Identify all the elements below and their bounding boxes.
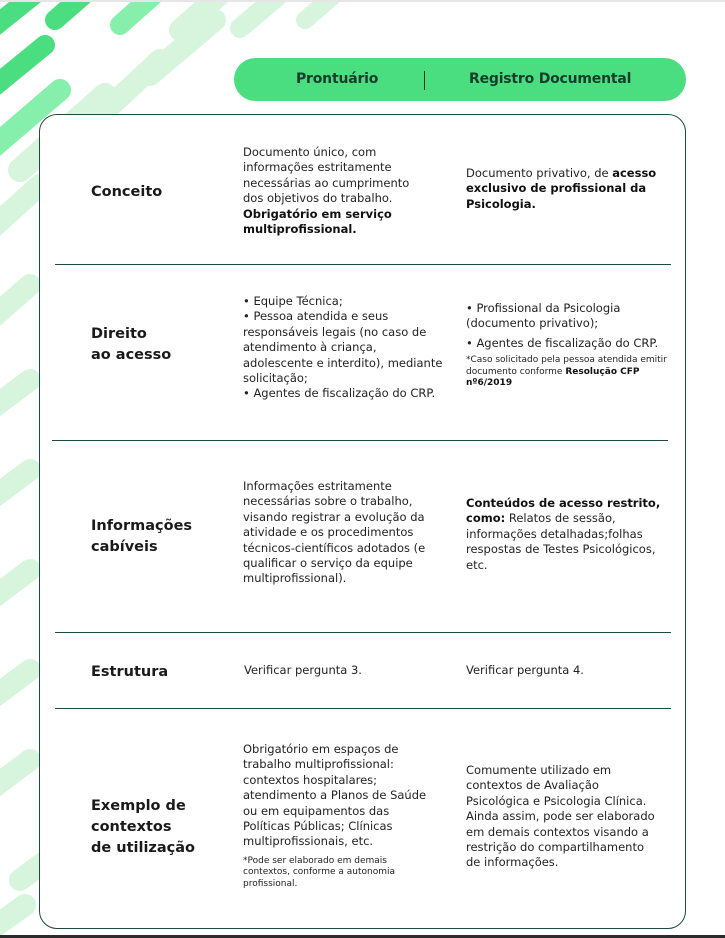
row-label-conceito: Conceito	[91, 184, 163, 200]
row-label-informacoes	[91, 516, 192, 558]
row-label-direito-line1: Direito	[91, 326, 147, 342]
header-prontuario: Prontuário	[296, 71, 379, 87]
decorative-stripe	[0, 670, 30, 700]
decorative-stripe	[0, 0, 40, 30]
conceito-prontuario-bold: Obrigatório em serviço multiprofissional.	[243, 206, 392, 237]
decorative-stripe	[0, 185, 40, 230]
decorative-stripe	[0, 285, 30, 320]
note-bold: Resolução CFP nº6/2019	[466, 366, 640, 389]
row-label-informacoes-line1: Informações	[91, 518, 193, 534]
header-separator	[424, 71, 425, 90]
column-header-bar	[234, 58, 686, 101]
list-item: • Agentes de fiscalização do CRP.	[243, 386, 436, 401]
row-divider	[55, 708, 671, 709]
row-label-exemplo-line2: contextos	[91, 819, 172, 835]
conceito-prontuario-text: Documento único, com informações estritamente necessárias ao cumprimento dos objetivos do trabalho.	[243, 145, 410, 206]
exemplo-prontuario-note: *Pode ser elaborado em demais contextos, conforme a autonomia profissional.	[243, 855, 396, 889]
decorative-stripe	[305, 0, 340, 20]
informacoes-registro-text: Relatos de sessão, informações detalhadas;folhas respostas de Testes Psicológicos, etc.	[466, 511, 656, 572]
note-text: *Caso solicitado pela pessoa atendida emitir documento conforme	[466, 355, 667, 377]
decorative-stripe	[120, 0, 165, 25]
row-divider	[55, 264, 671, 265]
top-border-line	[0, 0, 725, 2]
row-label-exemplo-line3: de utilização	[91, 840, 195, 856]
list-item: • Equipe Técnica;	[243, 294, 343, 308]
row-label-informacoes-line2: cabíveis	[91, 539, 158, 555]
decorative-stripe	[55, 0, 95, 20]
list-item: • Pessoa atendida e seus responsáveis legais (no caso de atendimento à criança, adolescente e interdito), mediante solicitação;	[243, 309, 443, 386]
list-item: • Profissional da Psicologia (documento privativo);	[466, 301, 621, 331]
row-label-exemplo	[91, 796, 195, 859]
exemplo-prontuario-text: Obrigatório em espaços de trabalho multiprofissional: contextos hospitalares; atendimento a Planos de Saúde ou em equipamentos das Políticas Públicas; Clínicas multiprofissionais, etc.	[243, 742, 427, 849]
row-divider	[52, 440, 668, 441]
direito-registro-note	[466, 355, 671, 390]
decorative-stripe	[0, 45, 45, 90]
exemplo-prontuario-cell	[243, 742, 438, 890]
list-item: • Agentes de fiscalização do CRP.	[466, 335, 659, 350]
conceito-registro-cell	[466, 166, 666, 212]
direito-registro-cell	[466, 301, 671, 390]
decorative-stripe	[0, 570, 30, 600]
conceito-registro-text: Documento privativo, de	[466, 166, 609, 180]
row-label-direito-line2: ao acesso	[91, 347, 172, 363]
row-label-estrutura: Estrutura	[91, 664, 169, 680]
estrutura-registro-cell: Verificar pergunta 4.	[466, 663, 584, 677]
conceito-prontuario-cell	[243, 145, 433, 237]
conceito-registro-bold: acesso exclusivo de profissional da Psicologia.	[466, 166, 657, 211]
informacoes-registro-cell	[466, 496, 666, 573]
informacoes-registro-bold: Conteúdos de acesso restrito, como:	[466, 496, 661, 526]
informacoes-prontuario-cell: Informações estritamente necessárias sobre o trabalho, visando registrar a evolução da atividade e os procedimentos técnicos-científicos adotados (e qualificar o serviço da equipe multiprofissional).	[243, 479, 426, 586]
header-registro-documental: Registro Documental	[469, 71, 632, 87]
decorative-stripe	[240, 0, 285, 28]
direito-prontuario-cell	[243, 294, 443, 402]
estrutura-prontuario-cell: Verificar pergunta 3.	[244, 663, 362, 677]
decorative-stripe	[0, 760, 30, 790]
decorative-stripe	[0, 380, 30, 410]
row-label-exemplo-line1: Exemplo de	[91, 798, 186, 814]
exemplo-registro-cell: Comumente utilizado em contextos de Avaliação Psicológica e Psicologia Clínica. Ainda assim, pode ser elaborado em demais contextos visando a restrição do compartilhamento de informações.	[466, 763, 655, 870]
row-label-direito	[91, 324, 171, 366]
decorative-stripe	[0, 470, 30, 500]
decorative-stripe	[0, 905, 25, 930]
row-divider	[55, 632, 671, 633]
